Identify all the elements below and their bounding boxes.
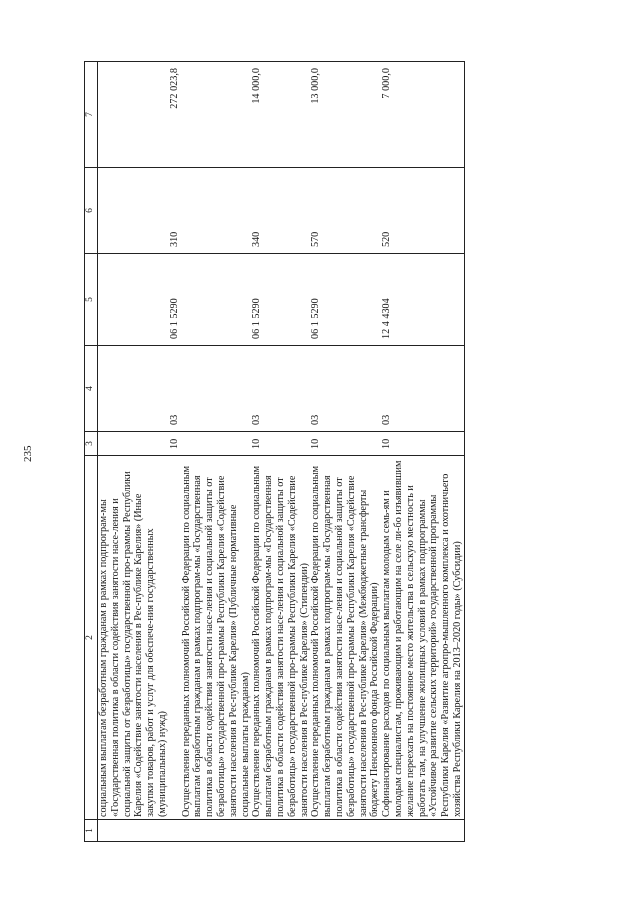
header-cell-5: 5 xyxy=(85,254,98,346)
target-article-cell: 06 1 5290 xyxy=(310,254,381,346)
target-article-cell: 06 1 5290 xyxy=(251,254,310,346)
header-cell-3: 3 xyxy=(85,432,98,456)
section-code-cell: 10 xyxy=(251,432,310,456)
subsection-code-cell: 03 xyxy=(381,346,464,432)
target-article-cell xyxy=(181,254,252,346)
expense-type-cell: 340 xyxy=(251,168,310,254)
subsection-code-cell xyxy=(98,346,169,432)
row-description-cell: социальным выплатам безработным гражданам в рамках подпрограм-мы «Государственная политика в области содействия занятости насе-ления и социальной защиты от безработицы» государственной про-граммы Республики Карелия «Содействие занятости населения в Рес-публике Карелия» (Иные закупки товаров, работ и услуг для обеспече-ния государственных (муниципальных) нужд) xyxy=(98,456,169,820)
page-number: 235 xyxy=(22,445,34,462)
row-number-cell xyxy=(98,820,169,842)
expense-type-cell xyxy=(181,168,252,254)
row-number-cell xyxy=(310,820,381,842)
subsection-code-cell: 03 xyxy=(251,346,310,432)
row-description-cell: Софинансирование расходов по социальным выплатам молодым семь-ям и молодым специалистам, проживающим и работающим на селе ли-бо изъявившим желание переехать на постоянное место жительства в сельскую местность и работать там, на улучшение жилищных условий в рамках подпрограммы «Устойчивое развитие сельских территорий» государственной программы Республики Карелия «Развитие агропро-мышленного комплекса и охотничьего хозяйства Республики Карелия на 2013–2020 годы» (Субсидии) xyxy=(381,456,464,820)
expense-type-cell xyxy=(98,168,169,254)
header-cell-7: 7 xyxy=(85,62,98,168)
table-row xyxy=(169,62,181,842)
amount-cell: 7 000,0 xyxy=(381,62,464,168)
amount-cell xyxy=(181,62,252,168)
budget-table-container xyxy=(84,62,552,842)
header-cell-2: 2 xyxy=(85,456,98,820)
section-code-cell: 10 xyxy=(169,432,181,456)
table-row xyxy=(310,62,381,842)
amount-cell: 13 000,0 xyxy=(310,62,381,168)
row-description-cell: Осуществление переданных полномочий Российской Федерации по социальным выплатам безработным гражданам в рамках подпрограм-мы «Государственная политика в области содействия занятости насе-ления и социальной защиты от безработицы» государственной про-граммы Республики Карелия «Содействие занятости населения в Рес-публике Карелия» (Публичные нормативные социальные выплаты гражданам) xyxy=(181,456,252,820)
amount-cell: 14 000,0 xyxy=(251,62,310,168)
table-row xyxy=(251,62,310,842)
target-article-cell: 06 1 5290 xyxy=(169,254,181,346)
row-number-cell xyxy=(381,820,464,842)
expense-type-cell: 520 xyxy=(381,168,464,254)
section-code-cell: 10 xyxy=(310,432,381,456)
row-description-cell xyxy=(169,456,181,820)
target-article-cell xyxy=(98,254,169,346)
section-code-cell: 10 xyxy=(381,432,464,456)
expense-type-cell: 310 xyxy=(169,168,181,254)
header-row xyxy=(85,62,98,842)
table-row xyxy=(181,62,252,842)
amount-cell: 272 023,8 xyxy=(169,62,181,168)
header-cell-6: 6 xyxy=(85,168,98,254)
row-number-cell xyxy=(181,820,252,842)
section-code-cell xyxy=(181,432,252,456)
amount-cell xyxy=(98,62,169,168)
table-row xyxy=(381,62,464,842)
expense-type-cell: 570 xyxy=(310,168,381,254)
row-description-cell: Осуществление переданных полномочий Российской Федерации по социальным выплатам безработным гражданам в рамках подпрограм-мы «Государственная политика в области содействия занятости насе-ления и социальной защиты от безработицы» государственной про-граммы Республики Карелия «Содействие занятости населения в Рес-публике Карелия» (Стипендии) xyxy=(251,456,310,820)
budget-table xyxy=(84,61,465,842)
target-article-cell: 12 4 4304 xyxy=(381,254,464,346)
header-cell-1: 1 xyxy=(85,820,98,842)
row-number-cell xyxy=(251,820,310,842)
subsection-code-cell: 03 xyxy=(169,346,181,432)
subsection-code-cell: 03 xyxy=(310,346,381,432)
section-code-cell xyxy=(98,432,169,456)
row-number-cell xyxy=(169,820,181,842)
subsection-code-cell xyxy=(181,346,252,432)
row-description-cell: Осуществление переданных полномочий Российской Федерации по социальным выплатам безработным гражданам в рамках подпрограм-мы «Государственная политика в области содействия занятости насе-ления и социальной защиты от безработицы» государственной про-граммы Республики Карелия «Содействие занятости населения в Рес-публике Карелия» (Межбюджетные трансферты бюджету Пенсионного фонда Российской Федерации) xyxy=(310,456,381,820)
header-cell-4: 4 xyxy=(85,346,98,432)
table-row xyxy=(98,62,169,842)
